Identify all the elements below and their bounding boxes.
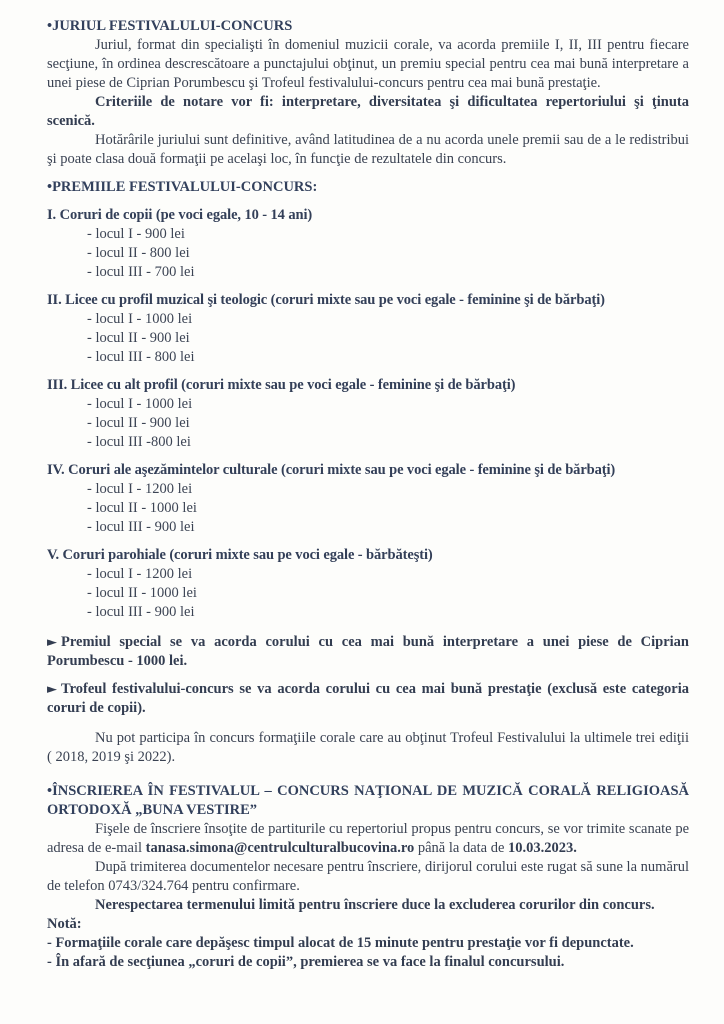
special-prize-paragraph: [47, 633, 689, 671]
prize-category-title: III. Licee cu alt profil (coruri mixte sau pe voci egale - feminine şi de bărbaţi): [47, 377, 516, 393]
note-item: - Formaţiile corale care depăşesc timpul alocat de 15 minute pentru prestaţie vor fi depunctate.: [47, 935, 634, 951]
prize-item: - locul II - 900 lei: [87, 415, 190, 431]
triangle-bullet-icon: ►: [47, 682, 57, 697]
participation-restriction-paragraph: Nu pot participa în concurs formaţiile corale care au obţinut Trofeul Festivalului la ultimele trei ediţii ( 2018, 2019 şi 2022).: [47, 730, 689, 765]
registration-paragraph-2: După trimiterea documentelor necesare pentru înscriere, dirijorul corului este rugat să sune la numărul de telefon 0743/324.764 pentru confirmare.: [47, 859, 689, 894]
jury-paragraph-1: Juriul, format din specialişti în domeniul muzicii corale, va acorda premiile I, II, III pentru fiecare secţiune, în ordinea descrescătoare a punctajului obţinut, un premiu special pentru cea mai bună interpretare a unei piese de Ciprian Porumbescu şi Trofeul festivalului-concurs pentru cea mai bună prestaţie.: [47, 37, 689, 91]
prize-item: - locul III - 800 lei: [87, 349, 195, 365]
prize-category: [47, 461, 689, 537]
jury-section-heading: •JURIUL FESTIVALULUI-CONCURS: [47, 18, 293, 34]
prize-item: - locul III - 900 lei: [87, 519, 195, 535]
prize-item: - locul III -800 lei: [87, 434, 191, 450]
special-prize-text: Premiul special se va acorda corului cu cea mai bună interpretare a unei piese de Ciprian Porumbescu - 1000 lei.: [47, 634, 689, 669]
prize-category: [47, 376, 689, 452]
prize-item: - locul II - 1000 lei: [87, 585, 197, 601]
prize-category: [47, 206, 689, 282]
registration-section-heading: •ÎNSCRIEREA ÎN FESTIVALUL – CONCURS NAŢIONAL DE MUZICĂ CORALĂ RELIGIOASĂ ORTODOXĂ „BUNA VESTIRE”: [47, 783, 689, 818]
jury-criteria-paragraph: Criteriile de notare vor fi: interpretare, diversitatea şi dificultatea repertoriului şi ţinuta scenică.: [47, 94, 689, 129]
prize-item: - locul II - 800 lei: [87, 245, 190, 261]
prize-category: [47, 546, 689, 622]
prize-item: - locul III - 700 lei: [87, 264, 195, 280]
registration-email: tanasa.simona@centrulculturalbucovina.ro: [145, 840, 415, 856]
prize-item: - locul II - 1000 lei: [87, 500, 197, 516]
registration-text-between: până la data de: [414, 840, 509, 856]
registration-deadline: 10.03.2023.: [508, 840, 577, 856]
prize-category-title: II. Licee cu profil muzical şi teologic (coruri mixte sau pe voci egale - feminine şi de bărbaţi): [47, 292, 605, 308]
triangle-bullet-icon: ►: [47, 635, 57, 650]
prize-category-title: I. Coruri de copii (pe voci egale, 10 - 14 ani): [47, 207, 313, 223]
prize-item: - locul I - 1200 lei: [87, 566, 193, 582]
prize-category: [47, 291, 689, 367]
prize-item: - locul I - 900 lei: [87, 226, 185, 242]
note-item: - În afară de secţiunea „coruri de copii”, premierea se va face la finalul concursului.: [47, 954, 565, 970]
note-label: Notă:: [47, 916, 82, 932]
prize-item: - locul I - 1200 lei: [87, 481, 193, 497]
prizes-section-heading: •PREMIILE FESTIVALULUI-CONCURS:: [47, 179, 318, 195]
registration-warning: Nerespectarea termenului limită pentru înscriere duce la excluderea corurilor din concurs.: [95, 897, 655, 913]
trophy-paragraph: [47, 680, 689, 718]
registration-text-before-email: Fişele de înscriere însoţite de partiturile cu repertoriul propus pentru concurs, se vor trimite scanate pe adresa de e-mail: [47, 821, 689, 856]
jury-paragraph-2: Hotărârile juriului sunt definitive, având latitudinea de a nu acorda unele premii sau de a le redistribui şi poate clasa două formaţii pe acelaşi loc, în funcţie de rezultatele din concurs.: [47, 132, 689, 167]
trophy-text: Trofeul festivalului-concurs se va acorda corului cu cea mai bună prestaţie (exclusă este categoria coruri de copii).: [47, 681, 689, 716]
prize-item: - locul I - 1000 lei: [87, 311, 193, 327]
prize-category-title: IV. Coruri ale aşezămintelor culturale (coruri mixte sau pe voci egale - feminine şi de bărbaţi): [47, 462, 616, 478]
prize-item: - locul I - 1000 lei: [87, 396, 193, 412]
prize-item: - locul II - 900 lei: [87, 330, 190, 346]
prize-item: - locul III - 900 lei: [87, 604, 195, 620]
registration-paragraph-1: [47, 820, 689, 858]
prize-category-title: V. Coruri parohiale (coruri mixte sau pe voci egale - bărbăteşti): [47, 547, 433, 563]
